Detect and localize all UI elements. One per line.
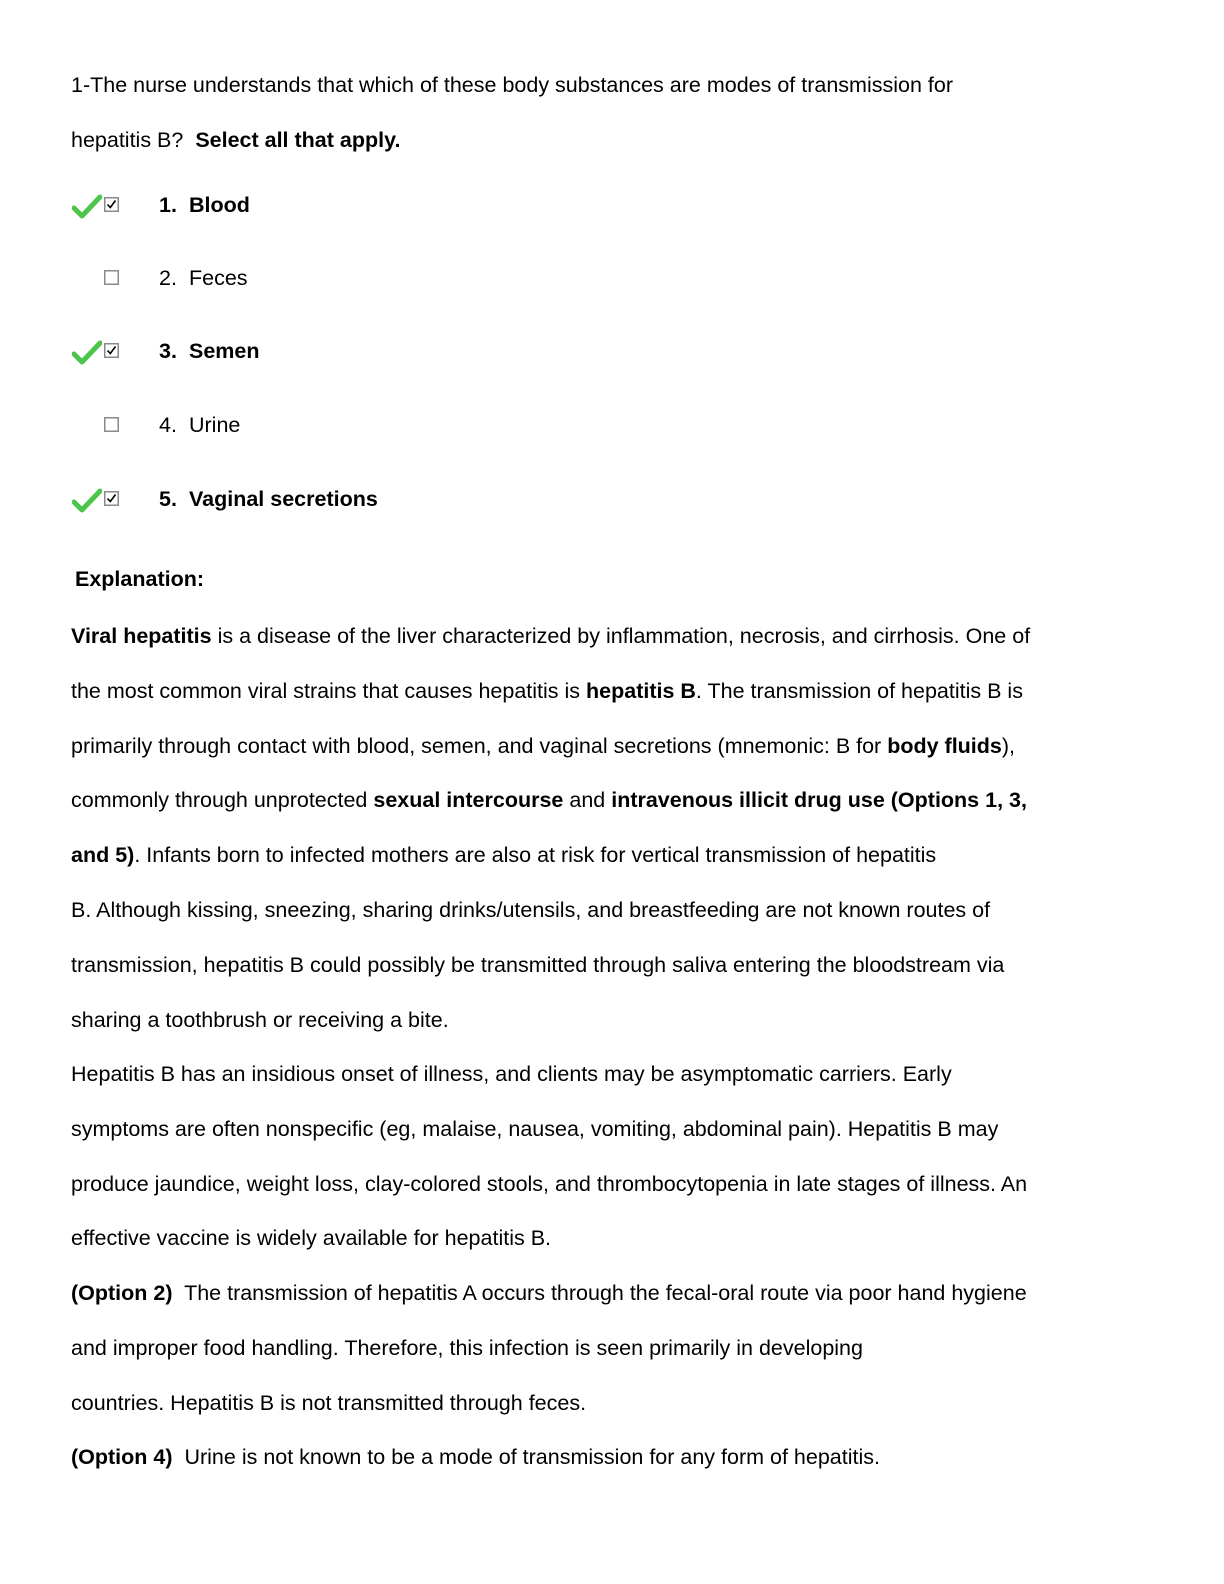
explanation-paragraph-1 bbox=[71, 623, 1151, 1061]
text-line: primarily through contact with blood, semen, and vaginal secretions (mnemonic: B for body fluids), bbox=[71, 733, 1016, 758]
answer-option-2[interactable] bbox=[0, 265, 700, 295]
text-line: (Option 4) Urine is not known to be a mode of transmission for any form of hepatitis. bbox=[71, 1445, 880, 1469]
text-line: B. Although kissing, sneezing, sharing drinks/utensils, and breastfeeding are not known routes of bbox=[71, 897, 991, 922]
checkmark-icon bbox=[72, 340, 102, 366]
checkmark-icon bbox=[72, 194, 102, 220]
checkmark-icon bbox=[72, 488, 102, 514]
text-line: and 5). Infants born to infected mothers are also at risk for vertical transmission of hepatitis bbox=[71, 843, 937, 868]
checkbox-checked-icon[interactable] bbox=[104, 197, 119, 212]
option-label: 2. Feces bbox=[159, 266, 248, 290]
question-text-line1: 1-The nurse understands that which of these body substances are modes of transmission for bbox=[71, 73, 953, 97]
text-line: effective vaccine is widely available for hepatitis B. bbox=[71, 1226, 552, 1251]
text-line: the most common viral strains that causes hepatitis is hepatitis B. The transmission of hepatitis B is bbox=[71, 678, 1023, 703]
option-label: 3. Semen bbox=[159, 339, 260, 363]
explanation-paragraph-option-4 bbox=[71, 1444, 1151, 1499]
text-line: Viral hepatitis is a disease of the liver characterized by inflammation, necrosis, and cirrhosis. One of bbox=[71, 624, 1031, 648]
answer-option-4[interactable] bbox=[0, 412, 700, 442]
answer-option-1[interactable] bbox=[0, 192, 700, 222]
option-label: 1. Blood bbox=[159, 193, 250, 217]
explanation-paragraph-option-2 bbox=[71, 1280, 1151, 1444]
answer-option-5[interactable] bbox=[0, 486, 700, 516]
text-line: and improper food handling. Therefore, this infection is seen primarily in developing bbox=[71, 1335, 863, 1360]
checkbox-empty-icon[interactable] bbox=[104, 270, 119, 285]
question-text-line2 bbox=[71, 127, 400, 153]
question-text: hepatitis B? bbox=[71, 128, 184, 152]
question-instruction: Select all that apply. bbox=[195, 128, 401, 152]
text-line: sharing a toothbrush or receiving a bite. bbox=[71, 1007, 449, 1032]
checkbox-empty-icon[interactable] bbox=[104, 417, 119, 432]
text-line: (Option 2) The transmission of hepatitis A occurs through the fecal-oral route via poor hand hygiene bbox=[71, 1281, 1027, 1305]
explanation-paragraph-2 bbox=[71, 1061, 1151, 1280]
explanation-heading: Explanation: bbox=[75, 567, 205, 591]
text-line: countries. Hepatitis B is not transmitted through feces. bbox=[71, 1390, 587, 1415]
text-line: symptoms are often nonspecific (eg, malaise, nausea, vomiting, abdominal pain). Hepatitis B may bbox=[71, 1116, 999, 1141]
answer-option-3[interactable] bbox=[0, 338, 700, 368]
checkbox-checked-icon[interactable] bbox=[104, 343, 119, 358]
option-label: 4. Urine bbox=[159, 413, 241, 437]
text-line: transmission, hepatitis B could possibly be transmitted through saliva entering the bloodstream via bbox=[71, 952, 1005, 977]
text-line: commonly through unprotected sexual intercourse and intravenous illicit drug use (Options 1, 3, bbox=[71, 788, 1027, 813]
option-label: 5. Vaginal secretions bbox=[159, 487, 378, 511]
checkbox-checked-icon[interactable] bbox=[104, 491, 119, 506]
text-line: produce jaundice, weight loss, clay-colored stools, and thrombocytopenia in late stages of illness. An bbox=[71, 1171, 1028, 1196]
text-line: Hepatitis B has an insidious onset of illness, and clients may be asymptomatic carriers. Early bbox=[71, 1062, 952, 1086]
